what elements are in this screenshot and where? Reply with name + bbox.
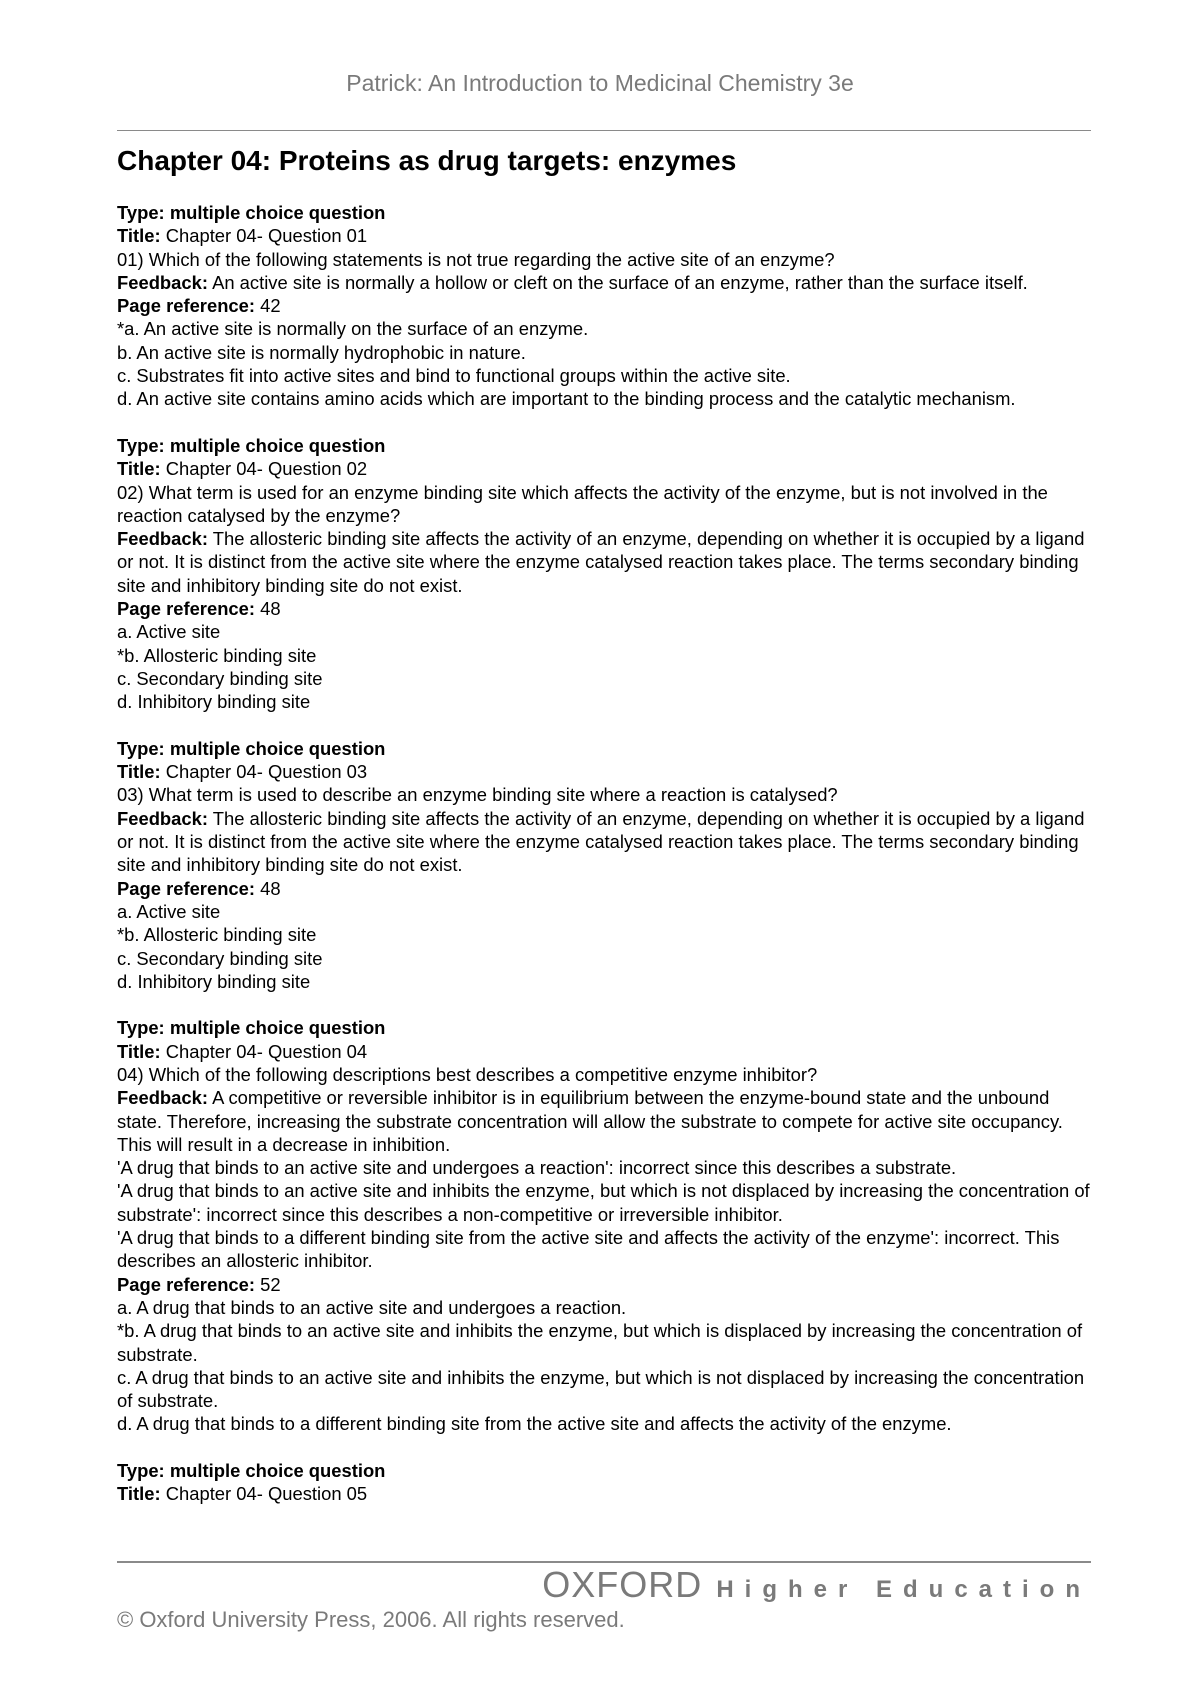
type-value: multiple choice question — [169, 1017, 386, 1039]
answer-option: c. Substrates fit into active sites and bind to functional groups within the active site. — [117, 365, 791, 387]
question-text: 02) What term is used for an enzyme binding site which affects the activity of the enzyme, but is not involved in the reaction catalysed by the enzyme? — [117, 481, 1048, 526]
page-reference-value: 42 — [260, 295, 281, 317]
page-reference — [117, 597, 1091, 620]
question-type — [117, 1459, 1091, 1482]
question-feedback — [117, 807, 1091, 877]
chapter-title: Chapter 04: Proteins as drug targets: enzymes — [117, 145, 737, 176]
page-reference-label: Page reference: — [117, 877, 256, 899]
brand-higher-education: Higher Education — [716, 1576, 1091, 1603]
feedback-label: Feedback: — [117, 528, 208, 550]
answer-option: d. An active site contains amino acids which are important to the binding process and the catalytic mechanism. — [117, 388, 1016, 410]
question-type — [117, 737, 1091, 760]
answer-option: d. Inhibitory binding site — [117, 970, 311, 992]
question-title — [117, 224, 1091, 247]
brand-oxford: OXFORD — [542, 1564, 703, 1605]
answer-option: a. Active site — [117, 621, 221, 643]
type-label: Type: — [117, 434, 165, 456]
question-text: 04) Which of the following descriptions best describes a competitive enzyme inhibitor? — [117, 1063, 818, 1085]
answer-option: *b. A drug that binds to an active site and inhibits the enzyme, but which is displaced by increasing the concentration of substrate. — [117, 1320, 1083, 1365]
type-value: multiple choice question — [169, 434, 386, 456]
question-block — [117, 434, 1091, 714]
running-header: Patrick: An Introduction to Medicinal Chemistry 3e — [346, 70, 854, 96]
type-value: multiple choice question — [169, 1460, 386, 1482]
question-title — [117, 1040, 1091, 1063]
answer-option: a. A drug that binds to an active site and undergoes a reaction. — [117, 1296, 627, 1318]
question-type — [117, 201, 1091, 224]
answer-option: a. Active site — [117, 900, 221, 922]
question-block — [117, 1016, 1091, 1435]
answer-option: *a. An active site is normally on the surface of an enzyme. — [117, 318, 589, 340]
question-feedback — [117, 527, 1091, 597]
feedback-text: The allosteric binding site affects the activity of an enzyme, depending on whether it is occupied by a ligand or not. It is distinct from the active site where the enzyme catalysed reaction takes place. The terms secondary binding site and inhibitory binding site do not exist. — [117, 528, 1085, 596]
page-reference-value: 52 — [260, 1273, 281, 1295]
question-feedback — [117, 271, 1091, 294]
page-reference — [117, 294, 1091, 317]
question-type — [117, 434, 1091, 457]
title-value: Chapter 04- Question 04 — [165, 1040, 368, 1062]
question-title — [117, 457, 1091, 480]
type-value: multiple choice question — [169, 202, 386, 223]
answer-option: *b. Allosteric binding site — [117, 644, 317, 666]
answer-option: c. Secondary binding site — [117, 667, 323, 689]
question-title — [117, 1482, 1091, 1505]
publisher-logo — [542, 1564, 1091, 1606]
title-label: Title: — [117, 1483, 161, 1505]
question-block — [117, 1459, 1091, 1506]
answer-option: c. Secondary binding site — [117, 947, 323, 969]
page-reference-label: Page reference: — [117, 295, 256, 317]
page-reference — [117, 877, 1091, 900]
footer-divider — [117, 1561, 1091, 1563]
page-reference-label: Page reference: — [117, 598, 256, 620]
type-label: Type: — [117, 202, 165, 223]
feedback-label: Feedback: — [117, 1087, 208, 1109]
question-block — [117, 201, 1091, 411]
title-label: Title: — [117, 458, 161, 480]
feedback-label: Feedback: — [117, 271, 208, 293]
feedback-detail: 'A drug that binds to a different binding site from the active site and affects the activity of the enzyme': incorrect. This describes an allosteric inhibitor. — [117, 1227, 1060, 1272]
question-block — [117, 737, 1091, 993]
feedback-text: An active site is normally a hollow or cleft on the surface of an enzyme, rather than the surface itself. — [212, 271, 1028, 293]
question-title — [117, 760, 1091, 783]
page-reference — [117, 1273, 1091, 1296]
page-reference-value: 48 — [260, 877, 281, 899]
title-value: Chapter 04- Question 02 — [165, 458, 368, 480]
type-label: Type: — [117, 737, 165, 759]
feedback-detail: 'A drug that binds to an active site and undergoes a reaction': incorrect since this describes a substrate. — [117, 1157, 957, 1179]
page-reference-label: Page reference: — [117, 1273, 256, 1295]
question-text: 01) Which of the following statements is not true regarding the active site of an enzyme? — [117, 248, 835, 270]
feedback-text: A competitive or reversible inhibitor is in equilibrium between the enzyme-bound state and the unbound state. Therefore, increasing the substrate concentration will allow the substrate to compete for active site occupancy. This will result in a decrease in inhibition. — [117, 1087, 1063, 1155]
feedback-detail: 'A drug that binds to an active site and inhibits the enzyme, but which is not displaced by increasing the concentration of substrate': incorrect since this describes a non-competitive or irreversible inhibitor. — [117, 1180, 1090, 1225]
page-reference-value: 48 — [260, 598, 281, 620]
feedback-label: Feedback: — [117, 807, 208, 829]
question-text: 03) What term is used to describe an enzyme binding site where a reaction is catalysed? — [117, 784, 838, 806]
question-feedback — [117, 1086, 1091, 1156]
copyright-notice: © Oxford University Press, 2006. All rights reserved. — [117, 1607, 625, 1632]
page-content — [117, 142, 1091, 1529]
answer-option: b. An active site is normally hydrophobic in nature. — [117, 341, 526, 363]
answer-option: d. Inhibitory binding site — [117, 691, 311, 713]
answer-option: c. A drug that binds to an active site and inhibits the enzyme, but which is not displaced by increasing the concentration of substrate. — [117, 1366, 1085, 1412]
answer-option: d. A drug that binds to a different binding site from the active site and affects the activity of the enzyme. — [117, 1413, 952, 1435]
title-label: Title: — [117, 761, 161, 783]
title-value: Chapter 04- Question 03 — [165, 761, 368, 783]
header-divider — [117, 130, 1091, 131]
feedback-text: The allosteric binding site affects the activity of an enzyme, depending on whether it is occupied by a ligand or not. It is distinct from the active site where the enzyme catalysed reaction takes place. The terms secondary binding site and inhibitory binding site do not exist. — [117, 807, 1085, 876]
type-value: multiple choice question — [169, 737, 386, 759]
title-label: Title: — [117, 225, 161, 247]
question-type — [117, 1016, 1091, 1039]
title-label: Title: — [117, 1040, 161, 1062]
type-label: Type: — [117, 1460, 165, 1482]
type-label: Type: — [117, 1017, 165, 1039]
title-value: Chapter 04- Question 01 — [165, 225, 368, 247]
title-value: Chapter 04- Question 05 — [165, 1483, 368, 1505]
answer-option: *b. Allosteric binding site — [117, 924, 317, 946]
